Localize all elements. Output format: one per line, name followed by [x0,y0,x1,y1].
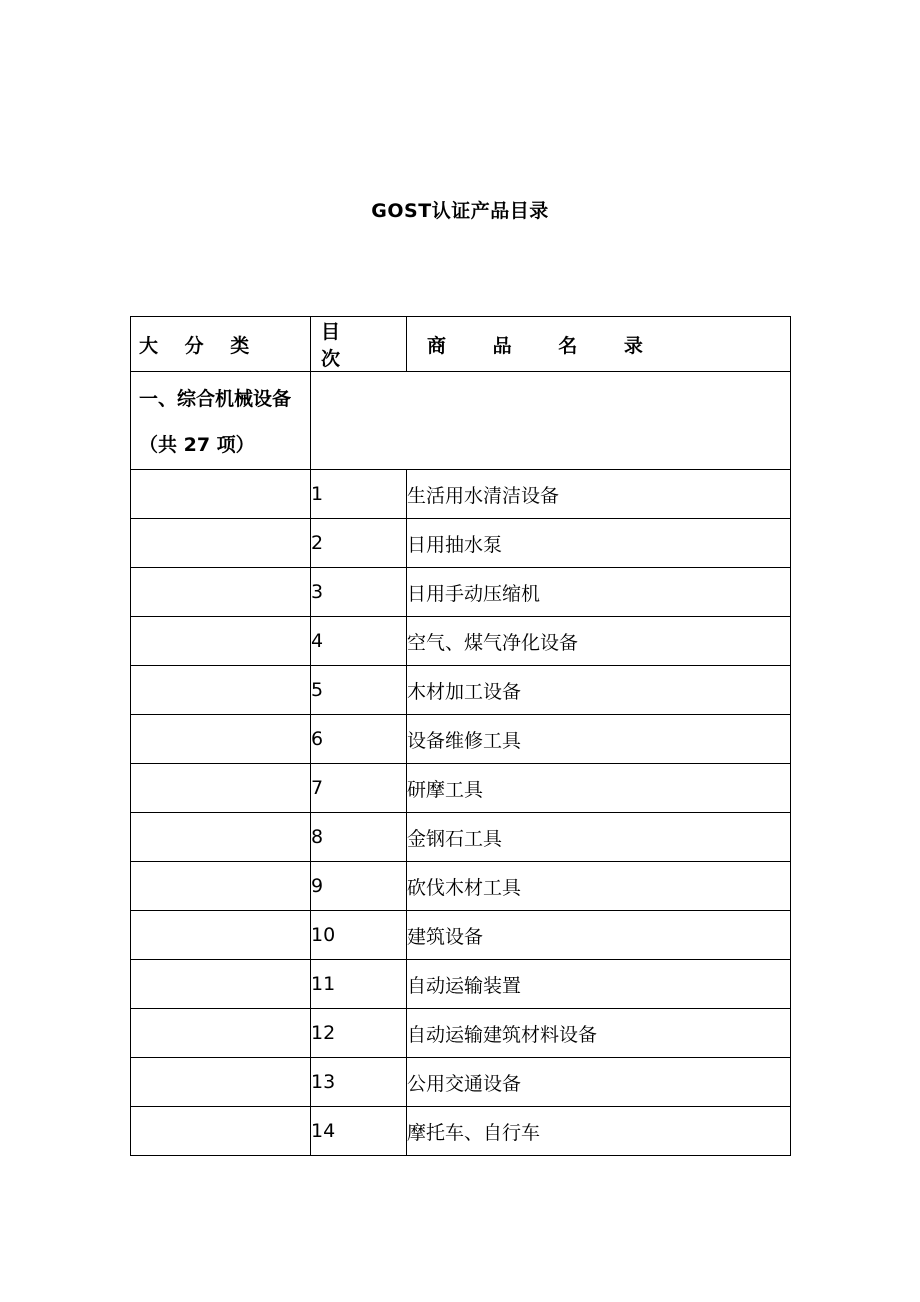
table-header-row [131,317,791,372]
category-cell [131,1009,311,1058]
item-name: 生活用水清洁设备 [407,470,791,519]
category-cell [131,617,311,666]
table-row [131,764,791,813]
item-name: 建筑设备 [407,911,791,960]
item-number: 3 [311,568,407,617]
header-category: 大 分 类 [131,317,311,372]
section-category-cell [131,372,311,470]
section-empty-cell [311,372,791,470]
item-number: 14 [311,1107,407,1156]
category-cell [131,470,311,519]
table-row [131,1107,791,1156]
category-cell [131,764,311,813]
item-name: 摩托车、自行车 [407,1107,791,1156]
item-name: 日用抽水泵 [407,519,791,568]
item-name: 设备维修工具 [407,715,791,764]
table-row [131,470,791,519]
category-cell [131,813,311,862]
item-name: 空气、煤气净化设备 [407,617,791,666]
table-row [131,1058,791,1107]
item-name: 木材加工设备 [407,666,791,715]
category-cell [131,715,311,764]
item-name: 砍伐木材工具 [407,862,791,911]
table-row [131,519,791,568]
item-number: 12 [311,1009,407,1058]
item-number: 10 [311,911,407,960]
item-number: 4 [311,617,407,666]
item-name: 自动运输装置 [407,960,791,1009]
category-cell [131,862,311,911]
table-row [131,960,791,1009]
product-catalog-table [130,316,791,1156]
category-cell [131,519,311,568]
category-cell [131,1058,311,1107]
category-cell [131,1107,311,1156]
item-number: 5 [311,666,407,715]
section-count: （共 27 项） [139,434,255,456]
item-number: 11 [311,960,407,1009]
item-name: 公用交通设备 [407,1058,791,1107]
item-number: 1 [311,470,407,519]
category-cell [131,568,311,617]
category-cell [131,666,311,715]
item-number: 6 [311,715,407,764]
section-name: 一、综合机械设备 [139,388,292,410]
table-row [131,666,791,715]
table-row [131,715,791,764]
item-name: 研摩工具 [407,764,791,813]
page-title: GOST认证产品目录 [371,200,549,222]
table-row [131,862,791,911]
item-name: 金钢石工具 [407,813,791,862]
category-cell [131,960,311,1009]
header-product-name: 商 品 名 录 [407,317,791,372]
section-row [131,372,791,470]
table-body [131,317,791,1156]
table-row [131,813,791,862]
item-number: 2 [311,519,407,568]
item-number: 8 [311,813,407,862]
category-cell [131,911,311,960]
table-row [131,568,791,617]
item-number: 13 [311,1058,407,1107]
table-row [131,1009,791,1058]
header-number: 目 次 [311,317,407,372]
item-number: 7 [311,764,407,813]
table-row [131,617,791,666]
item-name: 自动运输建筑材料设备 [407,1009,791,1058]
item-number: 9 [311,862,407,911]
table-row [131,911,791,960]
item-name: 日用手动压缩机 [407,568,791,617]
